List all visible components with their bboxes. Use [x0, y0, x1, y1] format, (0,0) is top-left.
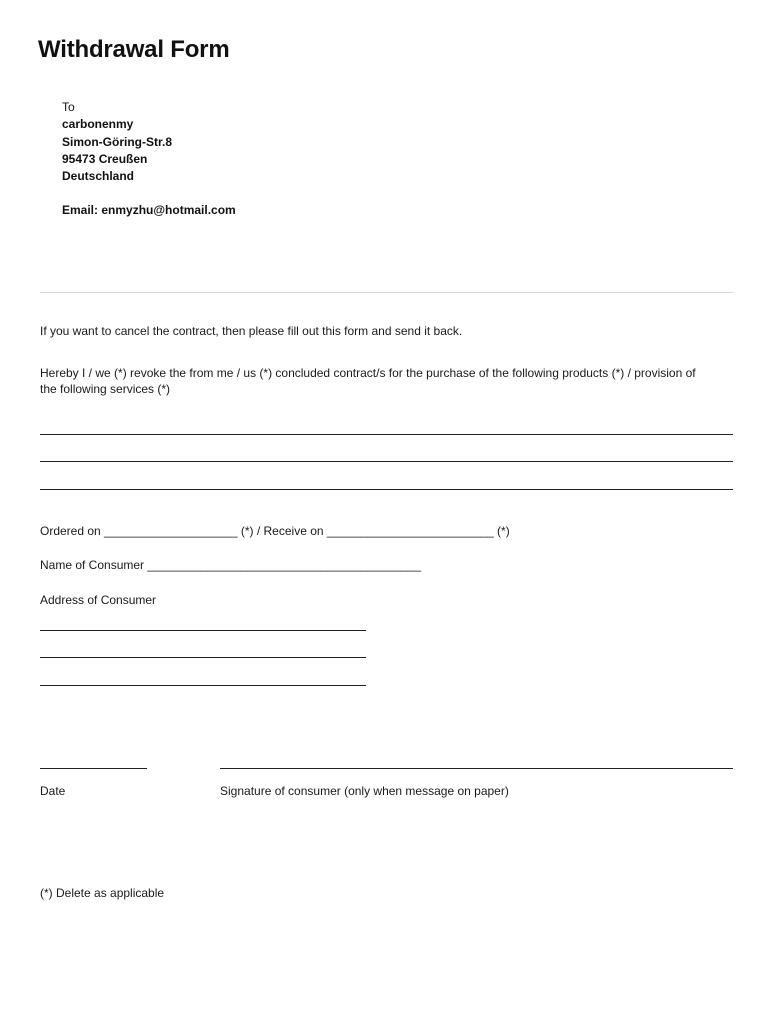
footnote: (*) Delete as applicable [40, 886, 165, 900]
recipient-email: Email: enmyzhu@hotmail.com [62, 203, 236, 218]
signature-line[interactable] [220, 768, 733, 769]
recipient-name: carbonenmy [62, 117, 134, 132]
date-label: Date [40, 784, 66, 798]
products-line-2[interactable] [40, 461, 733, 462]
ordered-received-field[interactable]: Ordered on ____________________ (*) / Receive on _________________________ (*) [40, 524, 510, 538]
recipient-address [62, 99, 236, 220]
to-label: To [62, 100, 75, 114]
recipient-country: Deutschland [62, 169, 135, 184]
section-divider [40, 292, 733, 293]
date-line[interactable] [40, 768, 147, 769]
products-line-3[interactable] [40, 489, 733, 490]
revocation-text: Hereby I / we (*) revoke the from me / us (*) concluded contract/s for the purchase of the following products (*) / provision of the following services (*) [40, 366, 696, 396]
address-line-1[interactable] [40, 630, 366, 631]
intro-text: If you want to cancel the contract, then please fill out this form and send it back. [40, 324, 463, 338]
products-line-1[interactable] [40, 434, 733, 435]
signature-label: Signature of consumer (only when message on paper) [220, 784, 509, 798]
recipient-city: 95473 Creußen [62, 151, 148, 166]
recipient-street: Simon-Göring-Str.8 [62, 134, 173, 149]
address-label: Address of Consumer [40, 593, 157, 607]
consumer-name-field[interactable]: Name of Consumer _________________________________________ [40, 558, 421, 572]
page-title: Withdrawal Form [38, 36, 230, 63]
address-line-3[interactable] [40, 685, 366, 686]
address-line-2[interactable] [40, 657, 366, 658]
